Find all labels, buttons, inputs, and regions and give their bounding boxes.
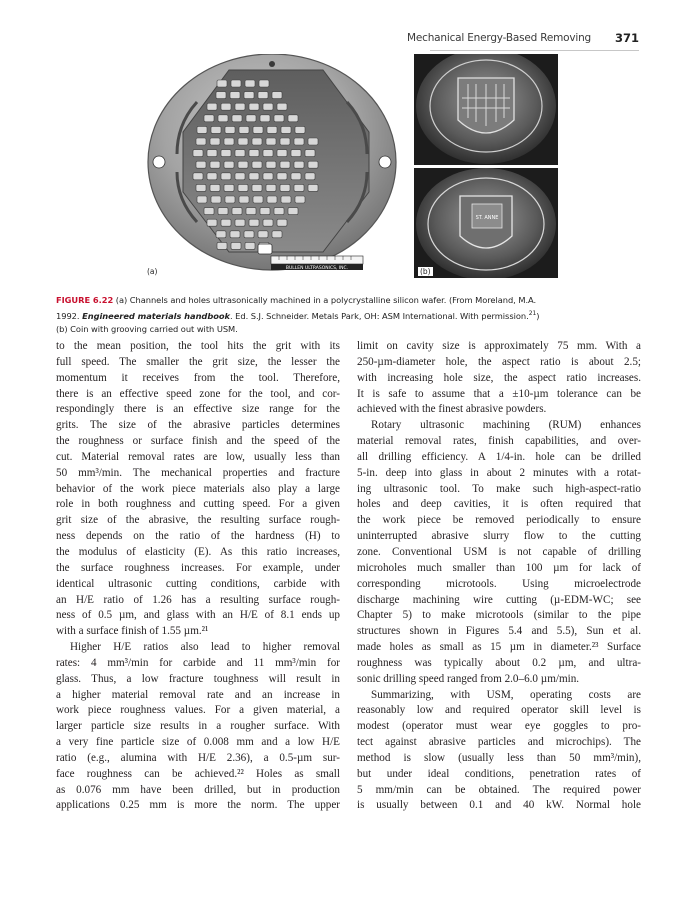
text-line: ing ultrasonic tool. To make such high-aspect-ratio (357, 482, 641, 495)
channel-cell (295, 196, 305, 203)
channel-cell (225, 196, 235, 203)
channel-cell (266, 184, 276, 191)
channel-cell (263, 103, 273, 110)
channel-cell (196, 184, 206, 191)
text-line: modest (operator must wear eye goggles to pro- (357, 720, 641, 733)
channel-cell (232, 208, 242, 215)
text-line: full speed. The smaller the grit size, the lesser the (56, 355, 340, 368)
channel-cell (263, 173, 273, 180)
channel-cell (216, 92, 226, 99)
channel-cell (230, 92, 240, 99)
text-line: to the mean position, the tool hits the grit with its (56, 340, 340, 352)
channel-cell (207, 103, 217, 110)
text-line: a very fine particle size of 0.008 mm and a low H/E (56, 736, 340, 749)
coin-text: ST. ANNE (475, 215, 499, 221)
text-line: It is safe to assume that a ±10-µm tolerance can be (357, 387, 641, 400)
text-line: the roughness or surface finish and the speed of the (56, 435, 340, 448)
text-line: the work piece be removed periodically to ensure (357, 514, 641, 527)
channel-cell (207, 173, 217, 180)
channel-cell (231, 242, 241, 249)
channel-cell (217, 80, 227, 87)
channel-cell (246, 115, 256, 122)
text-line: 50 mm³/min. The mechanical properties and fracture (56, 466, 340, 479)
channel-cell (267, 196, 277, 203)
channel-cell (217, 242, 227, 249)
channel-cell (280, 161, 290, 168)
text-line: material removal rates, finish capabilities, and over- (357, 435, 641, 448)
channel-cell (221, 150, 231, 157)
text-line: a higher material removal rate and an increase in (56, 688, 340, 701)
channel-cell (272, 92, 282, 99)
channel-cell (281, 196, 291, 203)
channel-cell (291, 150, 301, 157)
caption-book-title: Engineered materials handbook (82, 310, 230, 321)
channel-cell (211, 196, 221, 203)
panel-a-label: (a) (147, 267, 158, 276)
channel-cell (291, 173, 301, 180)
channel-cell (249, 103, 259, 110)
channel-cell (274, 208, 284, 215)
channel-cell (218, 208, 228, 215)
text-line: with increasing hole size, the aspect ratio increases. (357, 371, 641, 384)
channel-cell (221, 103, 231, 110)
channel-cell (288, 115, 298, 122)
channel-cell (230, 231, 240, 238)
channel-cell (266, 161, 276, 168)
channel-cell (197, 196, 207, 203)
channel-cell (277, 150, 287, 157)
channel-cell (249, 219, 259, 226)
text-line: 5-in. deep into glass in about 2 minutes with a rotat- (357, 466, 641, 479)
channel-cell (224, 184, 234, 191)
caption-text-2: 1992. (56, 310, 80, 321)
channel-cell (210, 161, 220, 168)
caption-text-1: (a) Channels and holes ultrasonically machined in a polycrystalline silicon wafer. (From Moreland, M.A. (115, 295, 537, 305)
text-line: uninterrupted abrasive slurry flow to the cutting (357, 530, 641, 543)
caption-ref: 21 (528, 310, 537, 317)
text-line: an H/E ratio of 1.26 has a resulting surface rough- (56, 593, 340, 606)
text-line: identical ultrasonic cutting conditions, carbide with (56, 577, 340, 590)
channel-cell (267, 126, 277, 133)
silicon-wafer-photo (137, 54, 409, 278)
text-line: work piece roughness values. For a given material, a (56, 704, 340, 717)
channel-cell (218, 115, 228, 122)
channel-cell (207, 150, 217, 157)
channel-cell (258, 92, 268, 99)
channel-cell (294, 138, 304, 145)
channel-cell (277, 103, 287, 110)
channel-cell (245, 242, 255, 249)
channel-cell (253, 126, 263, 133)
text-line: grits. The size of the abrasive particles determines (56, 419, 340, 432)
channel-cell (259, 80, 269, 87)
channel-cell (272, 231, 282, 238)
running-title: Mechanical Energy-Based Removing (407, 32, 591, 44)
channel-cell (244, 92, 254, 99)
text-line: face roughness can be achieved.²² Holes as small (56, 767, 340, 780)
text-line: ness of 0.5 µm, and glass with an H/E of 8.1 ends up (56, 609, 340, 622)
channel-cell (216, 231, 226, 238)
channel-cell (308, 184, 318, 191)
figure-label: FIGURE 6.22 (56, 295, 114, 305)
channel-cell (204, 115, 214, 122)
channel-cell (239, 196, 249, 203)
figure-panel-b (414, 54, 558, 278)
panel-b-label: (b) (420, 267, 431, 276)
channel-cell (263, 150, 273, 157)
text-line: microholes much smaller than 100 µm for lack of (357, 561, 641, 574)
text-line: ratio (e.g., alumina with H/E 2.36), a 0.5-µm sur- (56, 751, 340, 764)
channel-cell (308, 138, 318, 145)
channel-cell (238, 138, 248, 145)
text-line: respondingly there is an effective size range for the (56, 403, 340, 416)
text-line: but under ideal conditions, penetration rates of (357, 767, 641, 780)
caption-text-5: (b) Coin with grooving carried out with USM. (56, 323, 238, 334)
channel-cell (225, 126, 235, 133)
text-line: 250-µm-diameter hole, the aspect ratio is about 2.5; (357, 355, 641, 368)
channel-cell (280, 184, 290, 191)
channel-cell (207, 219, 217, 226)
channel-cell (204, 208, 214, 215)
text-line: 5 mm/min can be obtained. The required power (357, 783, 641, 796)
channel-cell (221, 173, 231, 180)
text-line: roughness was typically about 0.2 µm, and ultra- (357, 656, 641, 669)
channel-cell (197, 126, 207, 133)
channel-cell (252, 138, 262, 145)
channel-cell (274, 115, 284, 122)
text-line: all drilling efficiency. A 1/4-in. hole can be drilled (357, 450, 641, 463)
text-line: limit on cavity size is approximately 75 mm. With a (357, 340, 641, 352)
text-line: larger particle size results in a rougher surface. With (56, 720, 340, 733)
channel-cell (244, 231, 254, 238)
channel-cell (252, 184, 262, 191)
channel-cell (260, 208, 270, 215)
text-line: made holes as small as 15 µm in diameter.²³ Surface (357, 641, 641, 654)
channel-cell (280, 138, 290, 145)
channel-cell (258, 231, 268, 238)
text-line: discharge machining wire cutting (µ-EDM-WC; see (357, 593, 641, 606)
channel-cell (263, 219, 273, 226)
channel-cell (277, 219, 287, 226)
text-line: rates: 4 mm³/min for carbide and 11 mm³/min for (56, 656, 340, 669)
text-line: reasonably low and required operator skill level is (357, 704, 641, 717)
text-line: grit size of the abrasive, the resulting surface rough- (56, 514, 340, 527)
text-line: ness depends on the ratio of the hardness (H) to (56, 530, 340, 543)
channel-cell (224, 161, 234, 168)
header-rule (430, 50, 639, 51)
channel-cell (245, 80, 255, 87)
text-line: sonic drilling speed ranged from 2.0–6.0 µm/min. (357, 672, 580, 685)
text-line: is usually between 0.1 and 40 kW. Normal hole (357, 799, 641, 812)
text-line: holes and deep cavities, it is often required that (357, 498, 641, 511)
channel-cell (305, 150, 315, 157)
channel-cell (288, 208, 298, 215)
channel-cell (235, 173, 245, 180)
channel-cell (253, 196, 263, 203)
text-line: momentum it receives from the tool. Therefore, (56, 371, 340, 384)
text-line: Chapter 5) to make microtools (similar to the pipe (357, 609, 641, 622)
channel-cell (221, 219, 231, 226)
text-line: there is an effective speed zone for the tool, and cor- (56, 387, 340, 400)
channel-cell (260, 115, 270, 122)
channel-cell (294, 161, 304, 168)
left-column (56, 339, 340, 814)
channel-cell (266, 138, 276, 145)
channel-cell (308, 161, 318, 168)
text-line: as 0.076 mm have been drilled, but in production (56, 783, 340, 796)
channel-cell (235, 103, 245, 110)
text-line: structures shown in Figures 5.4 and 5.5), Sun et al. (357, 625, 641, 638)
caption-text-4: ) (536, 310, 540, 321)
channel-cell (235, 150, 245, 157)
channel-cell (238, 161, 248, 168)
text-line: Rotary ultrasonic machining (RUM) enhances (371, 419, 641, 432)
channel-cell (193, 173, 203, 180)
text-line: achieved with the finest abrasive powders. (357, 403, 547, 416)
channel-cell (281, 126, 291, 133)
channel-cell (239, 126, 249, 133)
channel-cell (193, 150, 203, 157)
text-line: the modulus of elasticity (E). As this ratio increases, (56, 545, 340, 558)
channel-cell (210, 138, 220, 145)
channel-cell (249, 173, 259, 180)
text-line: zone. Conventional USM is not capable of drilling (357, 545, 641, 558)
channel-cell (196, 161, 206, 168)
scale-text: BULLEN ULTRASONICS, INC. (285, 266, 349, 271)
channel-cell (277, 173, 287, 180)
running-header (0, 32, 695, 48)
channel-cell (235, 219, 245, 226)
coin-photo (414, 54, 558, 278)
channel-cell (249, 150, 259, 157)
text-line: cut. Material removal rates are low, usually less than (56, 450, 340, 463)
channel-cell (211, 126, 221, 133)
text-line: the surface roughness increases. For example, under (56, 561, 340, 574)
page-number: 371 (614, 31, 639, 45)
channel-cell (232, 115, 242, 122)
text-line: tect against abrasive particles and microchips). The (357, 736, 641, 749)
channel-cell (224, 138, 234, 145)
text-line: glass. Thus, a low fracture toughness will result in (56, 672, 340, 685)
channel-cell (294, 184, 304, 191)
channel-cell (231, 80, 241, 87)
channel-cell (238, 184, 248, 191)
channel-cell (252, 161, 262, 168)
text-line: role in both roughness and cutting speed. For a given (56, 498, 340, 511)
right-column (357, 339, 641, 814)
channel-cell (295, 126, 305, 133)
text-line: Higher H/E ratios also lead to higher removal (70, 641, 340, 654)
text-line: Summarizing, with USM, operating costs are (371, 688, 641, 701)
channel-cell (305, 173, 315, 180)
channel-cell (210, 184, 220, 191)
caption-text-3: . Ed. S.J. Schneider. Metals Park, OH: ASM International. With permission. (229, 310, 529, 321)
figure-caption (56, 294, 641, 336)
text-line: method is slow (usually less than 50 mm³/min), (357, 751, 641, 764)
figure-panel-a (137, 54, 409, 278)
text-line: applications 0.25 mm is more the norm. The upper (56, 799, 340, 812)
text-line: behavior of the work piece materials also play a large (56, 482, 340, 495)
text-line: with a surface finish of 1.55 µm.²¹ (56, 625, 209, 638)
channel-cell (246, 208, 256, 215)
channel-cell (196, 138, 206, 145)
text-line: corresponding microtools. Using microelectrode (357, 577, 641, 590)
